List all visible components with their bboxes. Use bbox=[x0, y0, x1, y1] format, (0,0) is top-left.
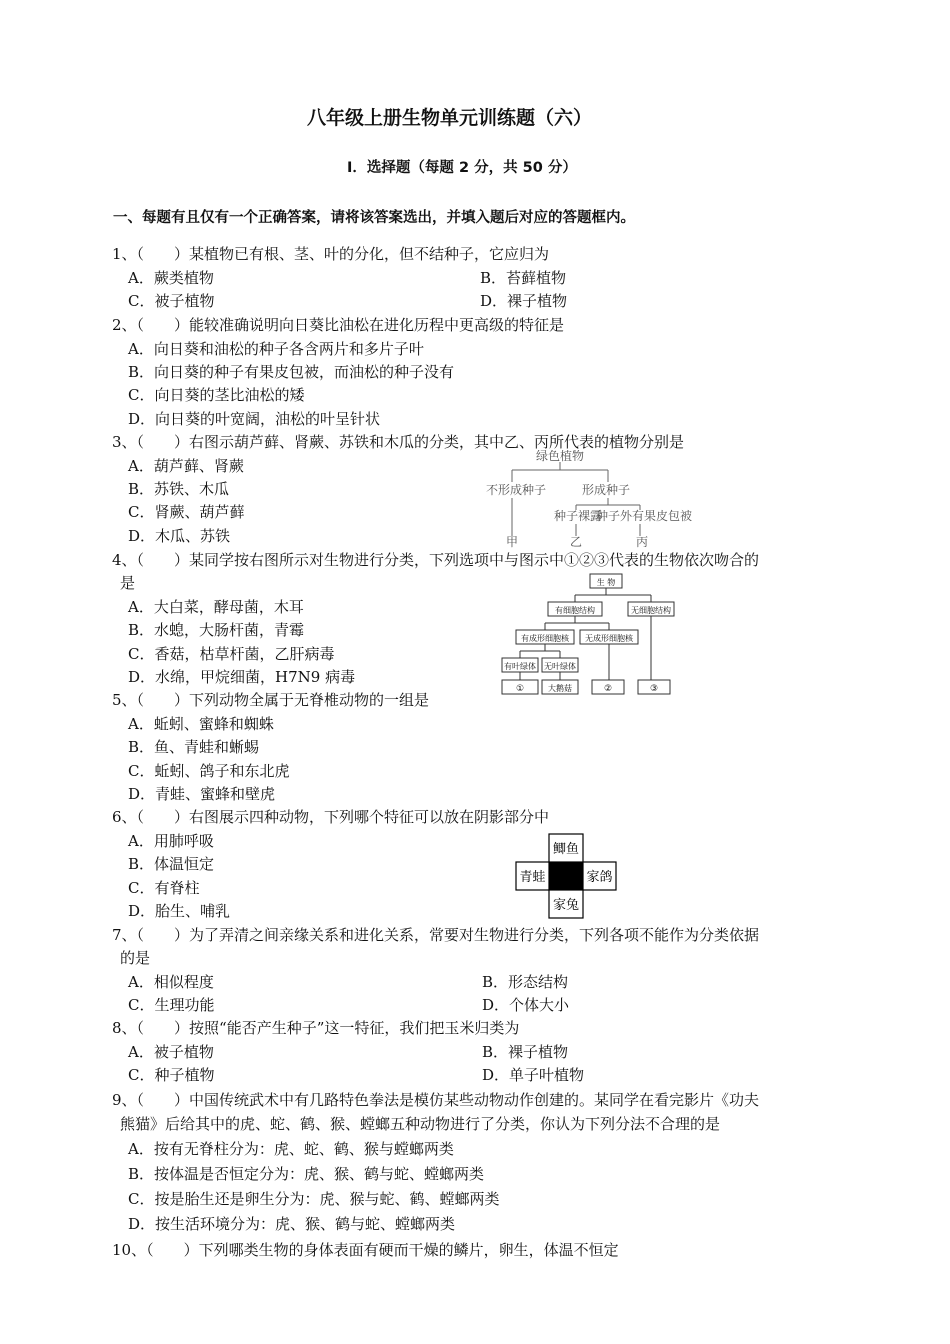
question-9-option-d: D．按生活环境分为：虎、猴、鹤与蛇、螳螂两类 bbox=[128, 1215, 456, 1233]
org-c3-label: ③ bbox=[649, 684, 659, 694]
question-6-option-d: D．胎生、哺乳 bbox=[128, 902, 231, 920]
question-2-option-c: C．向日葵的茎比油松的矮 bbox=[128, 386, 305, 404]
shaded-center bbox=[549, 862, 583, 890]
org-mushroom-label: 大鹅菇 bbox=[548, 684, 572, 693]
question-4-stem-continued: 是 bbox=[120, 574, 136, 592]
question-9-option-b: B．按体温是否恒定分为：虎、猴、鹤与蛇、螳螂两类 bbox=[128, 1165, 485, 1183]
question-9-option-a: A．按有无脊柱分为：虎、蛇、鹤、猴与螳螂两类 bbox=[128, 1140, 454, 1158]
question-2-option-a: A．向日葵和油松的种子各含两片和多片子叶 bbox=[128, 340, 424, 358]
question-3-stem: 3、（ ）右图示葫芦藓、肾蕨、苏铁和木瓜的分类，其中乙、丙所代表的植物分别是 bbox=[112, 433, 685, 451]
question-4-option-c: C．香菇，枯草杆菌，乙肝病毒 bbox=[128, 645, 335, 663]
animal-bottom-label: 家兔 bbox=[552, 898, 580, 913]
plant-classification-diagram bbox=[478, 450, 708, 548]
question-1-option-a: A．蕨类植物 bbox=[128, 269, 214, 287]
org-no-cell-label: 无细胞结构 bbox=[631, 606, 671, 615]
question-5-option-d: D．青蛙、蜜蜂和壁虎 bbox=[128, 785, 276, 803]
question-7-option-d: D．个体大小 bbox=[482, 996, 570, 1014]
question-8-option-a: A．被子植物 bbox=[128, 1043, 214, 1061]
question-5-option-b: B．鱼、青蛙和蜥蜴 bbox=[128, 738, 260, 756]
organism-classification-diagram bbox=[500, 572, 678, 696]
question-3-option-b: B．苏铁、木瓜 bbox=[128, 480, 230, 498]
question-5-stem: 5、（ ）下列动物全属于无脊椎动物的一组是 bbox=[112, 691, 430, 709]
question-3-option-c: C．肾蕨、葫芦藓 bbox=[128, 503, 245, 521]
question-7-option-c: C．生理功能 bbox=[128, 996, 215, 1014]
question-7-option-b: B．形态结构 bbox=[482, 973, 569, 991]
question-9-option-c: C．按是胎生还是卵生分为：虎、猴与蛇、鹤、螳螂两类 bbox=[128, 1190, 500, 1208]
plant-covered-seed-label: 种子外有果皮包被 bbox=[595, 509, 693, 523]
question-6-stem: 6、（ ）右图展示四种动物，下列哪个特征可以放在阴影部分中 bbox=[112, 808, 550, 826]
question-9-stem-continued: 熊猫》后给其中的虎、蛇、鹤、猴、螳螂五种动物进行了分类，你认为下列分法不合理的是 bbox=[120, 1115, 721, 1133]
animal-top-label: 鲫鱼 bbox=[552, 842, 580, 857]
plant-yi-label: 乙 bbox=[569, 535, 583, 548]
question-6-option-b: B．体温恒定 bbox=[128, 855, 215, 873]
plant-naked-seed-label: 种子裸露 bbox=[553, 509, 603, 523]
org-chloro-label: 有叶绿体 bbox=[504, 662, 536, 671]
question-4-option-a: A．大白菜，酵母菌，木耳 bbox=[128, 598, 304, 616]
plant-no-seed-label: 不形成种子 bbox=[485, 483, 547, 497]
question-2-option-b: B．向日葵的种子有果皮包被，而油松的种子没有 bbox=[128, 363, 455, 381]
question-4-stem: 4、（ ）某同学按右图所示对生物进行分类，下列选项中与图示中①②③代表的生物依次吻合的 bbox=[112, 551, 760, 569]
plant-jia-label: 甲 bbox=[505, 535, 519, 548]
question-8-stem: 8、（ ）按照“能否产生种子”这一特征，我们把玉米归类为 bbox=[112, 1019, 520, 1037]
question-6-option-a: A．用肺呼吸 bbox=[128, 832, 214, 850]
animal-left-label: 青蛙 bbox=[519, 870, 546, 885]
question-10-stem: 10、（ ）下列哪类生物的身体表面有硬而干燥的鳞片，卵生，体温不恒定 bbox=[112, 1241, 619, 1259]
question-7-stem-continued: 的是 bbox=[120, 949, 151, 967]
page-title: 八年级上册生物单元训练题（六） bbox=[307, 107, 593, 129]
question-7-stem: 7、（ ）为了弄清之间亲缘关系和进化关系，常要对生物进行分类，下列各项不能作为分类依据 bbox=[112, 926, 760, 944]
question-3-option-a: A．葫芦藓、肾蕨 bbox=[128, 457, 244, 475]
org-cell-label: 有细胞结构 bbox=[555, 606, 595, 615]
question-9-stem: 9、（ ）中国传统武术中有几路特色拳法是模仿某些动物动作创建的。某同学在看完影片《功夫 bbox=[112, 1091, 760, 1109]
org-nucleus-label: 有成形细胞核 bbox=[521, 634, 569, 643]
question-3-option-d: D．木瓜、苏铁 bbox=[128, 527, 231, 545]
plant-bing-label: 丙 bbox=[635, 535, 649, 548]
question-4-option-d: D．水绵，甲烷细菌，H7N9 病毒 bbox=[128, 668, 356, 686]
question-7-option-a: A．相似程度 bbox=[128, 973, 214, 991]
org-c1-label: ① bbox=[515, 684, 525, 694]
org-root-label: 生 物 bbox=[596, 578, 616, 587]
question-6-option-c: C．有脊柱 bbox=[128, 879, 200, 897]
org-no-nucleus-label: 无成形细胞核 bbox=[585, 634, 633, 643]
question-1-option-c: C．被子植物 bbox=[128, 292, 215, 310]
question-1-option-b: B．苔藓植物 bbox=[480, 269, 567, 287]
instruction-text: 一、每题有且仅有一个正确答案，请将该答案选出，并填入题后对应的答题框内。 bbox=[113, 210, 635, 226]
question-2-stem: 2、（ ）能较准确说明向日葵比油松在进化历程中更高级的特征是 bbox=[112, 316, 565, 334]
question-8-option-c: C．种子植物 bbox=[128, 1066, 215, 1084]
question-5-option-c: C．蚯蚓、鸽子和东北虎 bbox=[128, 762, 290, 780]
plant-seed-label: 形成种子 bbox=[581, 483, 631, 497]
question-1-option-d: D．裸子植物 bbox=[480, 292, 568, 310]
question-1-stem: 1、（ ）某植物已有根、茎、叶的分化，但不结种子，它应归为 bbox=[112, 245, 550, 263]
animal-cross-diagram bbox=[515, 833, 617, 919]
animal-right-label: 家鸽 bbox=[586, 870, 613, 885]
question-5-option-a: A．蚯蚓、蜜蜂和蜘蛛 bbox=[128, 715, 274, 733]
org-no-chloro-label: 无叶绿体 bbox=[544, 662, 576, 671]
question-2-option-d: D．向日葵的叶宽阔，油松的叶呈针状 bbox=[128, 410, 381, 428]
org-c2-label: ② bbox=[603, 684, 613, 694]
question-8-option-d: D．单子叶植物 bbox=[482, 1066, 585, 1084]
question-4-option-b: B．水螅，大肠杆菌，青霉 bbox=[128, 621, 305, 639]
plant-root-label: 绿色植物 bbox=[535, 450, 585, 463]
question-8-option-b: B．裸子植物 bbox=[482, 1043, 569, 1061]
section-heading: Ⅰ．选择题（每题 2 分，共 50 分） bbox=[347, 160, 577, 176]
